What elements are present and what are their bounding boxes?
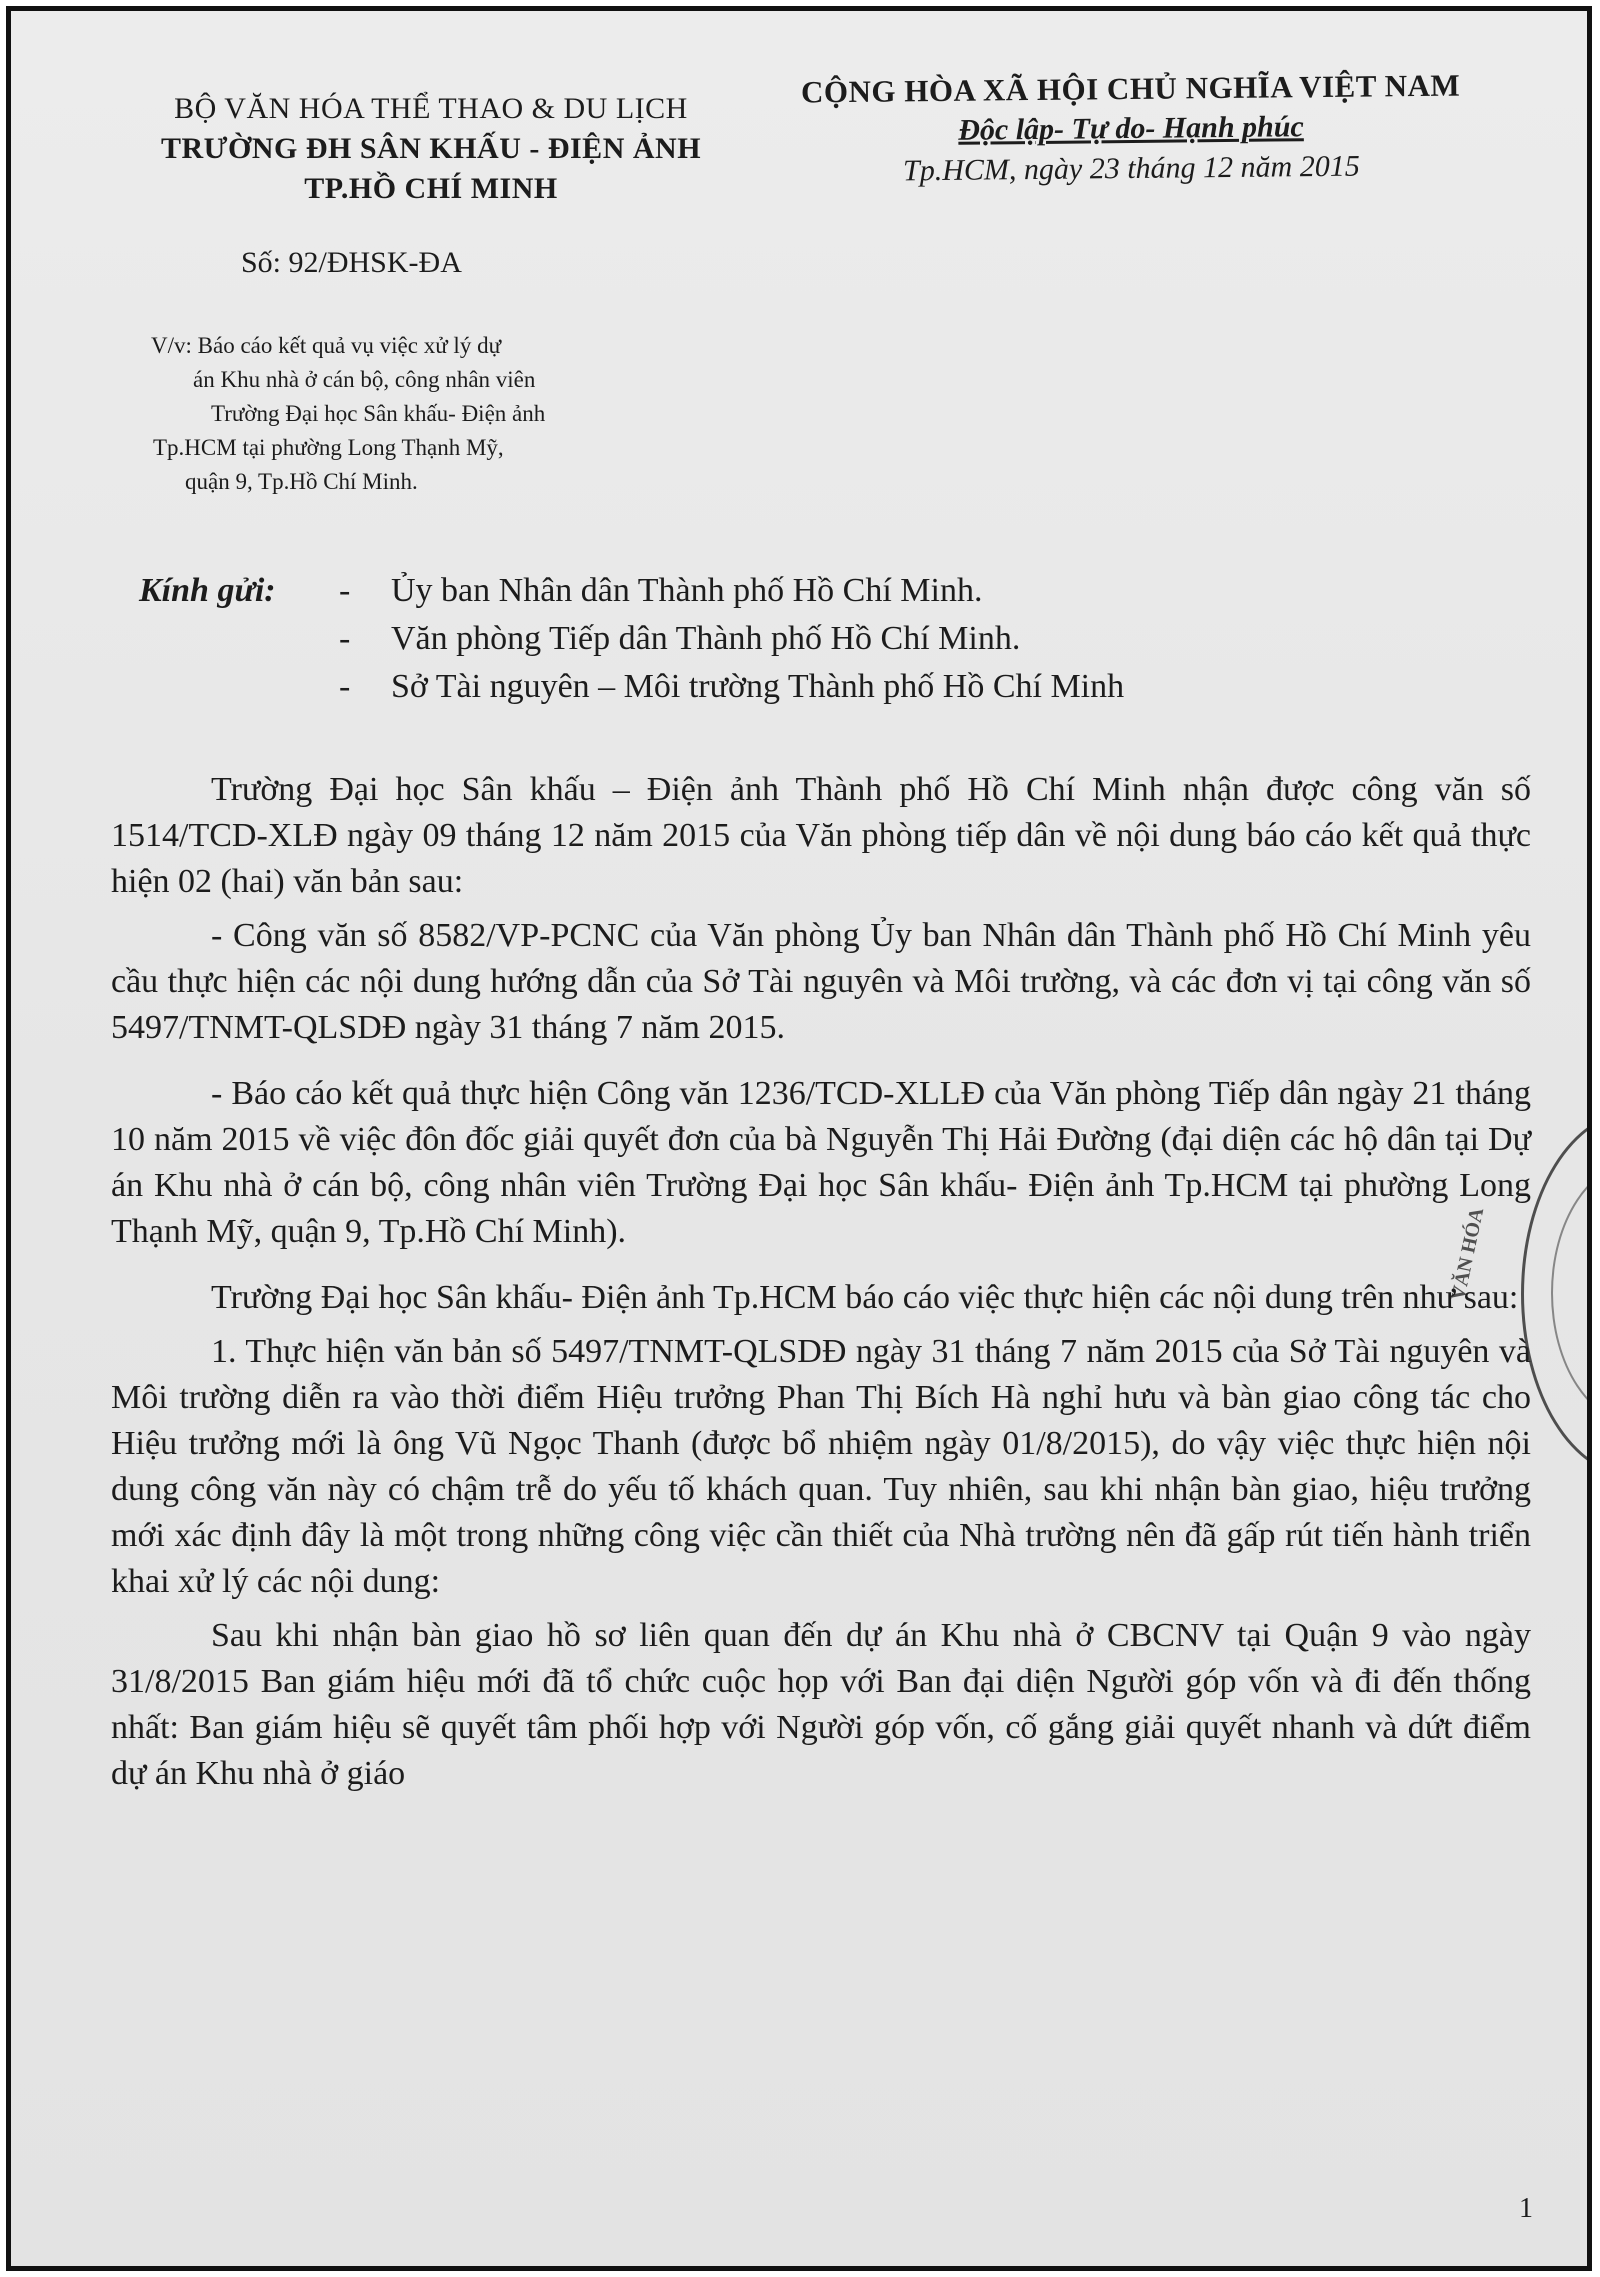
recipient-item: Văn phòng Tiếp dân Thành phố Hồ Chí Minh. <box>391 620 1021 657</box>
body-paragraph: - Công văn số 8582/VP-PCNC của Văn phòng Ủy ban Nhân dân Thành phố Hồ Chí Minh yêu cầu thực hiện các nội dung hướng dẫn của Sở Tài nguyên và Môi trường, và các đơn vị tại công văn số 5497/TNMT-QLSDĐ ngày 31 tháng 7 năm 2015. <box>111 917 1531 1046</box>
recipients-block <box>139 567 1124 711</box>
body-paragraph: Trường Đại học Sân khấu- Điện ảnh Tp.HCM báo cáo việc thực hiện các nội dung trên như sau: <box>211 1279 1519 1316</box>
document-frame <box>6 6 1592 2271</box>
ministry-name: BỘ VĂN HÓA THỂ THAO & DU LỊCH <box>174 92 688 125</box>
national-header <box>750 65 1511 193</box>
subject-line: Trường Đại học Sân khấu- Điện ảnh <box>211 401 546 426</box>
body-paragraph: Trường Đại học Sân khấu – Điện ảnh Thành phố Hồ Chí Minh nhận được công văn số 1514/TCD-XLĐ ngày 09 tháng 12 năm 2015 của Văn phòng tiếp dân về nội dung báo cáo kết quả thực hiện 02 (hai) văn bản sau: <box>111 771 1531 900</box>
document-page <box>11 11 1587 2266</box>
body-paragraph: - Báo cáo kết quả thực hiện Công văn 1236/TCD-XLLĐ của Văn phòng Tiếp dân ngày 21 tháng 10 năm 2015 về việc đôn đốc giải quyết đơn của bà Nguyễn Thị Hải Đường (đại diện các hộ dân tại Dự án Khu nhà ở cán bộ, công nhân viên Trường Đại học Sân khấu- Điện ảnh Tp.HCM tại phường Long Thạnh Mỹ, quận 9, Tp.Hồ Chí Minh). <box>111 1075 1531 1250</box>
school-name: TRƯỜNG ĐH SÂN KHẤU - ĐIỆN ẢNH <box>160 132 702 165</box>
subject-line: V/v: Báo cáo kết quả vụ việc xử lý dự <box>151 333 502 358</box>
subject-line: Tp.HCM tại phường Long Thạnh Mỹ, <box>153 435 504 460</box>
document-date: Tp.HCM, ngày 23 tháng 12 năm 2015 <box>902 149 1360 188</box>
recipient-dash: - <box>339 572 351 609</box>
page-number: 1 <box>1519 2193 1533 2224</box>
recipient-dash: - <box>339 620 351 657</box>
recipient-dash: - <box>339 668 351 705</box>
document-number: Số: 92/ĐHSK-ĐA <box>241 246 462 279</box>
body-paragraph: 1. Thực hiện văn bản số 5497/TNMT-QLSDĐ ngày 31 tháng 7 năm 2015 của Sở Tài nguyên và Môi trường diễn ra vào thời điểm Hiệu trưởng Phan Thị Bích Hà nghỉ hưu và bàn giao công tác cho Hiệu trưởng mới là ông Vũ Ngọc Thanh (được bổ nhiệm ngày 01/8/2015), do vậy việc thực hiện nội dung công văn này có chậm trễ do yếu tố khách quan. Tuy nhiên, sau khi nhận bàn giao, hiệu trưởng mới xác định đây là một trong những công việc cần thiết của Nhà trường nên đã gấp rút tiến hành triển khai xử lý các nội dung: <box>111 1333 1531 1600</box>
recipient-item: Ủy ban Nhân dân Thành phố Hồ Chí Minh. <box>391 572 983 609</box>
recipient-item: Sở Tài nguyên – Môi trường Thành phố Hồ Chí Minh <box>391 668 1125 705</box>
seal-text: VĂN HÓA <box>1447 1205 1489 1303</box>
issuer-header <box>91 89 771 209</box>
subject-line: án Khu nhà ở cán bộ, công nhân viên <box>193 367 536 392</box>
recipient-row <box>139 615 1124 663</box>
document-subject <box>151 329 591 499</box>
document-body <box>111 767 1531 1817</box>
subject-line: quận 9, Tp.Hồ Chí Minh. <box>185 469 418 494</box>
body-paragraph: Sau khi nhận bàn giao hồ sơ liên quan đến dự án Khu nhà ở CBCNV tại Quận 9 vào ngày 31/8/2015 Ban giám hiệu mới đã tổ chức cuộc họp với Ban đại diện Người góp vốn và đi đến thống nhất: Ban giám hiệu sẽ quyết tâm phối hợp với Người góp vốn, cố gắng giải quyết nhanh và dứt điểm dự án Khu nhà ở giáo <box>111 1617 1531 1792</box>
school-city: TP.HỒ CHÍ MINH <box>304 172 558 205</box>
recipient-row <box>139 663 1124 711</box>
republic-title: CỘNG HÒA XÃ HỘI CHỦ NGHĨA VIỆT NAM <box>800 67 1461 110</box>
national-motto: Độc lập- Tự do- Hạnh phúc <box>958 110 1304 147</box>
recipient-row <box>139 567 1124 615</box>
recipients-label: Kính gửi: <box>139 572 276 609</box>
